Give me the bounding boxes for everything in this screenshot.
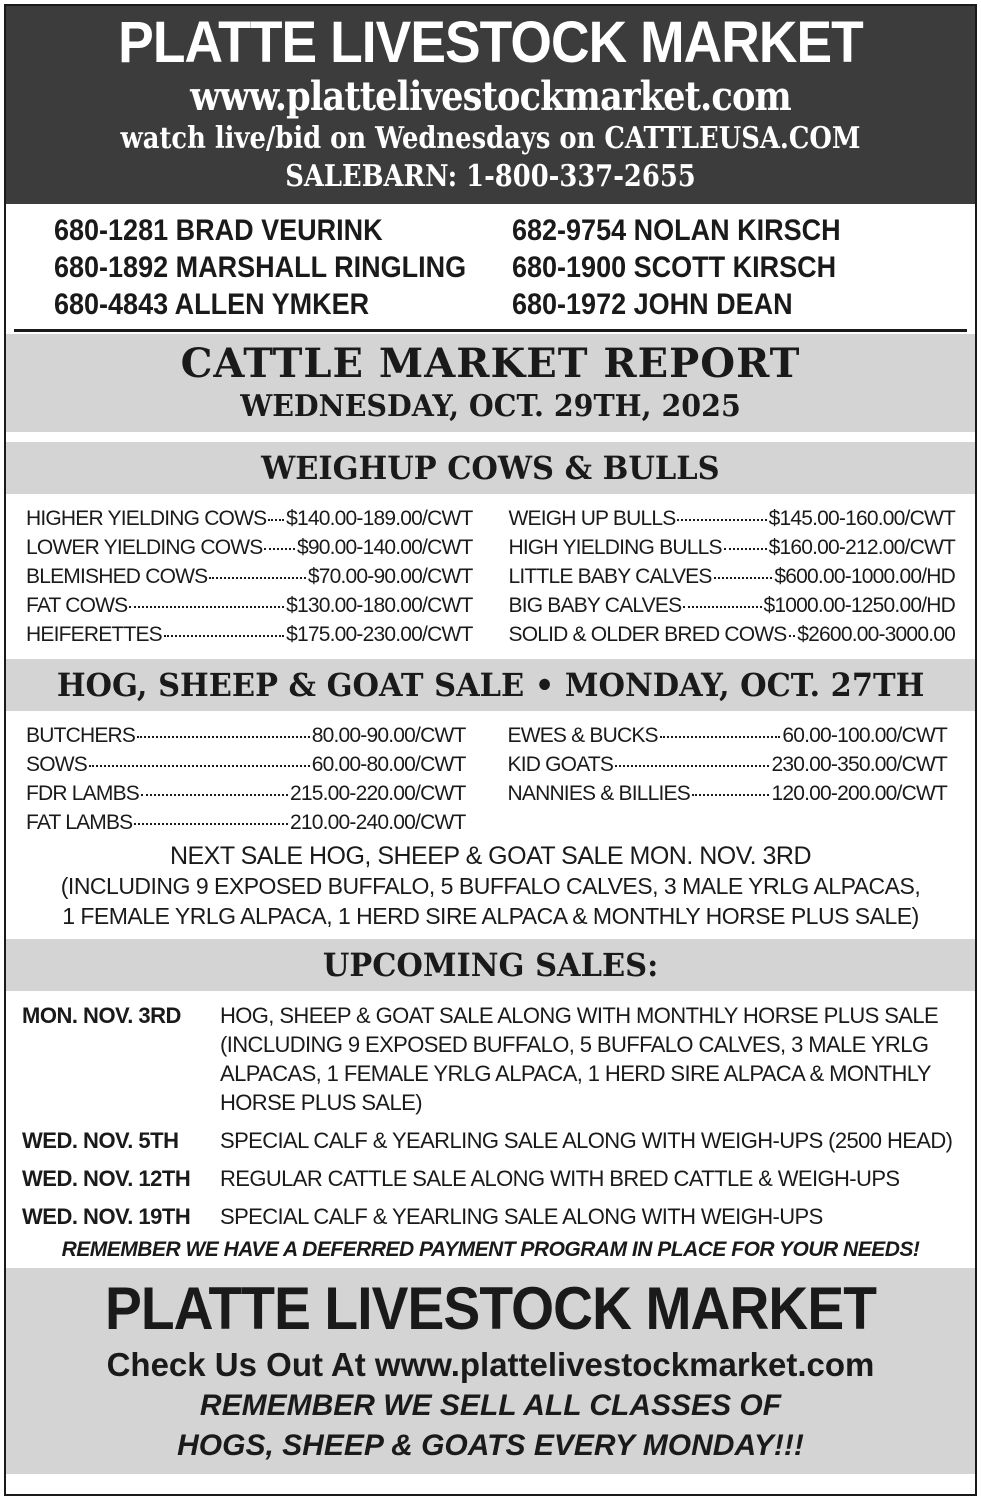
price-label: EWES & BUCKS (507, 724, 658, 747)
salebarn-phone: SALEBARN: 1-800-337-2655 (285, 159, 696, 194)
weighup-heading (6, 442, 975, 494)
hog-heading-text: HOG, SHEEP & GOAT SALE • MONDAY, OCT. 27TH (56, 666, 925, 704)
price-label: WEIGH UP BULLS (508, 507, 676, 530)
leader-dots (615, 765, 769, 767)
sale-date: WED. NOV. 19TH (22, 1204, 191, 1229)
price-value: $1000.00-1250.00/HD (763, 594, 955, 617)
weighup-heading-text: WEIGHUP COWS & BULLS (261, 449, 720, 487)
price-row (26, 620, 473, 649)
hog-prices (6, 711, 975, 841)
leader-dots (129, 606, 284, 608)
price-row (508, 721, 948, 750)
price-label: FAT LAMBS (26, 811, 133, 834)
sale-date: WED. NOV. 5TH (22, 1128, 179, 1153)
leader-dots (134, 823, 288, 825)
price-row (26, 779, 466, 808)
price-label: BLEMISHED COWS (26, 565, 208, 588)
leader-dots (692, 794, 770, 796)
upcoming-sale-item (22, 1126, 955, 1155)
price-label: SOLID & OLDER BRED COWS (508, 623, 787, 646)
upcoming-sales-list (6, 991, 975, 1231)
report-banner (6, 334, 975, 432)
price-row (508, 750, 948, 779)
contact-entry: 680-1892 MARSHALL RINGLING (54, 251, 467, 284)
footer-remember-line: REMEMBER WE SELL ALL CLASSES OF (199, 1389, 782, 1422)
upcoming-heading (6, 939, 975, 991)
report-title: CATTLE MARKET REPORT (180, 340, 801, 387)
sale-date: MON. NOV. 3RD (22, 1003, 181, 1028)
upcoming-heading-text: UPCOMING SALES: (322, 946, 659, 984)
leader-dots (724, 548, 767, 550)
watch-live-text: watch live/bid on Wednesdays on CATTLEUSA.COM (120, 121, 861, 156)
price-label: HIGHER YIELDING COWS (26, 507, 267, 530)
upcoming-sale-item (22, 1164, 955, 1193)
leader-dots (164, 635, 284, 637)
advertisement (4, 4, 977, 1496)
price-value: 60.00-80.00/CWT (311, 753, 466, 776)
price-label: HEIFERETTES (26, 623, 162, 646)
price-value: $2600.00-3000.00 (797, 623, 955, 646)
price-value: $175.00-230.00/CWT (286, 623, 473, 646)
price-row (26, 750, 466, 779)
sale-date: WED. NOV. 12TH (22, 1166, 191, 1191)
leader-dots (714, 577, 773, 579)
hog-heading (6, 659, 975, 711)
price-row (509, 504, 956, 533)
contacts-list (14, 204, 967, 332)
price-row (26, 721, 466, 750)
price-label: LOWER YIELDING COWS (26, 536, 263, 559)
hog-left-column (26, 721, 466, 837)
price-label: KID GOATS (507, 753, 614, 776)
footer-remember-line: HOGS, SHEEP & GOATS EVERY MONDAY!!! (177, 1429, 804, 1462)
footer-title: PLATTE LIVESTOCK MARKET (104, 1275, 877, 1342)
price-value: 230.00-350.00/CWT (771, 753, 947, 776)
sale-description: REGULAR CATTLE SALE ALONG WITH BRED CATTLE & WEIGH-UPS (220, 1166, 900, 1191)
contact-entry: 680-4843 ALLEN YMKER (54, 288, 370, 321)
price-value: 60.00-100.00/CWT (782, 724, 947, 747)
weighup-left-column (26, 504, 473, 649)
price-value: 80.00-90.00/CWT (311, 724, 466, 747)
price-row (508, 779, 948, 808)
upcoming-sale-item (22, 1001, 955, 1117)
leader-dots (209, 577, 306, 579)
sale-description: SPECIAL CALF & YEARLING SALE ALONG WITH WEIGH-UPS (2500 HEAD) (220, 1128, 953, 1153)
leader-dots (141, 794, 288, 796)
price-label: HIGH YIELDING BULLS (508, 536, 722, 559)
leader-dots (683, 606, 761, 608)
leader-dots (268, 519, 284, 521)
hog-right-column (508, 721, 948, 837)
price-row (26, 562, 473, 591)
next-sale-detail: (INCLUDING 9 EXPOSED BUFFALO, 5 BUFFALO CALVES, 3 MALE YRLG ALPACAS, (60, 873, 921, 899)
price-label: BIG BABY CALVES (508, 594, 682, 617)
contact-entry: 680-1972 JOHN DEAN (511, 288, 793, 321)
next-sale-note: NEXT SALE HOG, SHEEP & GOAT SALE MON. NOV. 3RD (169, 842, 812, 870)
price-value: 120.00-200.00/CWT (771, 782, 947, 805)
deferred-payment-note: REMEMBER WE HAVE A DEFERRED PAYMENT PROGRAM IN PLACE FOR YOUR NEEDS! (61, 1238, 920, 1261)
price-label: NANNIES & BILLIES (507, 782, 690, 805)
price-label: BUTCHERS (26, 724, 136, 747)
price-row (509, 562, 956, 591)
price-row (509, 591, 956, 620)
price-row (509, 533, 956, 562)
price-value: $130.00-180.00/CWT (286, 594, 473, 617)
price-value: $600.00-1000.00/HD (774, 565, 955, 588)
website-link[interactable]: www.plattelivestockmarket.com (190, 73, 791, 120)
price-value: 215.00-220.00/CWT (289, 782, 466, 805)
price-value: $70.00-90.00/CWT (307, 565, 473, 588)
price-value: $160.00-212.00/CWT (768, 536, 955, 559)
next-sale-detail: 1 FEMALE YRLG ALPACA, 1 HERD SIRE ALPACA & MONTHLY HORSE PLUS SALE) (62, 903, 919, 929)
contacts-column-right (512, 212, 957, 323)
upcoming-sale-item (22, 1202, 955, 1231)
price-value: 210.00-240.00/CWT (289, 811, 466, 834)
price-label: LITTLE BABY CALVES (508, 565, 712, 588)
price-row (509, 620, 956, 649)
leader-dots (89, 765, 310, 767)
footer-website[interactable]: Check Us Out At www.plattelivestockmarket.com (106, 1346, 875, 1383)
report-date: WEDNESDAY, OCT. 29TH, 2025 (240, 389, 741, 424)
leader-dots (789, 635, 796, 637)
leader-dots (137, 736, 310, 738)
leader-dots (660, 736, 781, 738)
price-value: $90.00-140.00/CWT (296, 536, 473, 559)
contact-entry: 680-1281 BRAD VEURINK (54, 214, 383, 247)
weighup-right-column (509, 504, 956, 649)
price-value: $145.00-160.00/CWT (768, 507, 955, 530)
market-title: PLATTE LIVESTOCK MARKET (118, 10, 863, 75)
header-banner (6, 6, 975, 204)
price-row (26, 591, 473, 620)
price-label: SOWS (26, 753, 87, 776)
contacts-column-left (54, 212, 512, 323)
price-value: $140.00-189.00/CWT (286, 507, 473, 530)
contact-entry: 680-1900 SCOTT KIRSCH (511, 251, 837, 284)
sale-description: SPECIAL CALF & YEARLING SALE ALONG WITH WEIGH-UPS (220, 1204, 823, 1229)
contact-entry: 682-9754 NOLAN KIRSCH (511, 214, 841, 247)
footer-banner (6, 1268, 975, 1474)
leader-dots (677, 519, 766, 521)
weighup-prices (6, 494, 975, 653)
price-label: FDR LAMBS (26, 782, 139, 805)
price-row (26, 808, 466, 837)
leader-dots (264, 548, 295, 550)
sale-description: HOG, SHEEP & GOAT SALE ALONG WITH MONTHLY HORSE PLUS SALE (INCLUDING 9 EXPOSED BUFFALO, 5 BUFFALO CALVES, 3 MALE YRLG ALPACAS, 1 FEMALE YRLG ALPACA, 1 HERD SIRE ALPACA & MONTHLY HORSE PLUS SALE) (220, 1003, 939, 1115)
price-label: FAT COWS (26, 594, 128, 617)
price-row (26, 504, 473, 533)
price-row (26, 533, 473, 562)
